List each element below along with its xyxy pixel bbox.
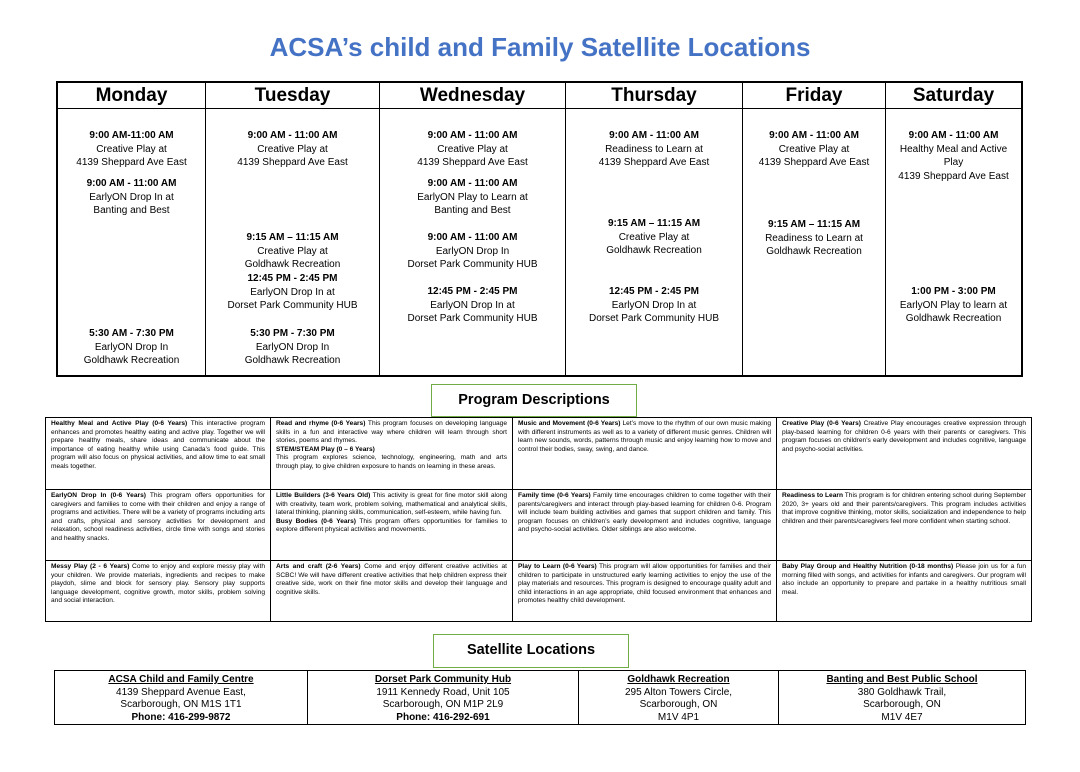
program-description [518,492,771,535]
program-title: Messy Play (2 - 6 Years) [51,563,130,570]
slot-detail: EarlyON Drop In [435,245,510,257]
schedule-slot [380,129,565,170]
slot-detail: Healthy Meal and Active [899,143,1008,155]
program-title: Busy Bodies (0-6 Years) [276,517,356,525]
slot-time: 12:45 PM - 2:45 PM [608,286,700,297]
schedule-slot [58,327,205,368]
day-header-monday: Monday [58,83,205,109]
program-description-cell [513,561,777,621]
program-description-cell [271,561,513,621]
program-description [276,518,507,535]
program-text: Family time encourages children to come together with their parents/caregivers and interact through play-based learning for children 0-6. Program will include team building activities and games that support children and family. This program focuses on children’s early development and includes cognitive, language and psycho-social activities. Older siblings are also welcome. [518,492,771,534]
slot-time: 9:15 AM – 11:15 AM [246,232,339,243]
slot-detail: EarlyON Drop In at [430,299,515,311]
slot-detail: Goldhawk Recreation [766,246,862,257]
day-header-friday: Friday [743,83,885,109]
schedule-slot [380,231,565,272]
program-title: Creative Play (0-6 Years) [782,420,861,427]
slot-detail: 4139 Sheppard Ave East [898,170,1009,182]
slot-time: 9:00 AM - 11:00 AM [427,130,518,141]
location-address-line: Scarborough, ON M1P 2L9 [382,699,504,710]
program-title: Arts and craft (2-6 Years) [276,563,361,570]
schedule-slot [566,285,742,326]
slot-time: 9:00 AM - 11:00 AM [908,130,999,141]
location-name: Goldhawk Recreation [627,674,730,685]
program-description-cell [46,561,271,621]
location-name: Banting and Best Public School [826,674,978,685]
program-title: Healthy Meal and Active Play (0-6 Years) [51,420,188,427]
schedule-slot [380,285,565,326]
slot-detail: Creative Play at [437,143,508,155]
program-title: Read and rhyme (0-6 Years) [276,420,366,427]
program-description-cell [777,490,1031,561]
program-descriptions-heading: Program Descriptions [431,384,637,417]
schedule-slot [206,272,379,313]
schedule-slot [380,177,565,218]
program-description-cell [513,490,777,561]
slot-time: 9:00 AM - 11:00 AM [609,130,699,141]
slot-detail: 4139 Sheppard Ave East [598,157,710,168]
day-header-saturday: Saturday [886,83,1021,109]
slot-detail: Creative Play at [618,231,690,243]
program-description [276,492,507,518]
slot-detail: Goldhawk Recreation [83,355,180,366]
satellite-locations-table [54,670,1026,725]
location-column [579,671,779,724]
program-text: Come to enjoy and explore messy play with your children. We provide materials, ingredients and recipes to make playdoh, slime and block for sensory play. Sensory play supports language development, cognitive growth, motor skills, problem solving and social interaction. [51,563,265,605]
program-description [518,420,771,454]
program-description [782,420,1026,454]
slot-detail: EarlyON Drop In at [89,191,174,203]
program-title: Baby Play Group and Healthy Nutrition (0-18 months) [782,563,954,570]
slot-time: 5:30 AM - 7:30 PM [89,328,174,339]
slot-detail: Creative Play at [257,143,328,155]
slot-detail: 4139 Sheppard Ave East [417,157,528,168]
slot-detail: EarlyON Drop In [255,341,330,353]
slot-time: 9:00 AM-11:00 AM [89,130,174,141]
program-description-cell [46,418,271,490]
program-text: Creative Play encourages creative expression through play-based learning for children 0-6 years with their parents or caregivers. This program focuses on children’s early development and includes cognitive, language and psycho-social activities. [782,420,1026,453]
program-description [782,492,1026,526]
program-description-cell [513,418,777,490]
location-column [55,671,308,724]
slot-detail: Readiness to Learn at [605,143,703,155]
program-text: Let’s move to the rhythm of our own music making with different instruments as well as to a variety of different music genres. Children will learn new sounds, words, patterns through music and enjoy learning how to move and control their bodies, sway, swing, and dance. [518,420,772,453]
program-text: This program focuses on developing language skills in a fun and interactive way where children will learn through short stories, poems and rhymes. [276,420,507,445]
program-text: This program explores science, technology, engineering, math and arts through play, to give children exposure to hands on learning in these areas. [276,454,507,470]
program-text: This interactive program enhances and promotes healthy eating and active play. Together we will prepare healthy meals, share ideas and communicate about the importance of eating healthy while using Canada’s food guide. This program will also focus on physical activities, and allow time to eat small meals together. [51,420,265,470]
slot-detail: 4139 Sheppard Ave East [76,157,187,168]
location-address-line: Scarborough, ON [639,699,718,710]
schedule-slot [206,129,379,170]
schedule-slot [886,129,1021,183]
slot-detail: Banting and Best [434,205,511,216]
program-description-cell [777,561,1031,621]
location-column [308,671,579,724]
satellite-locations-heading: Satellite Locations [433,634,629,668]
program-description [51,420,265,472]
slot-detail: Goldhawk Recreation [905,313,1002,324]
location-phone: Phone: 416-292-691 [396,711,490,723]
program-description [518,563,771,606]
program-title: Family time (0-6 Years) [518,492,591,499]
slot-detail: EarlyON Play to learn at [899,299,1008,311]
slot-time: 9:00 AM - 11:00 AM [427,178,518,189]
slot-detail: 4139 Sheppard Ave East [237,157,348,168]
program-text: Come and enjoy different creative activities at SCBC! We will have different creative activities that help children express their creative side, work on their fine motor skills and develop their language and cognitive skills. [276,563,507,596]
slot-detail: Dorset Park Community HUB [588,313,720,324]
schedule-slot [886,285,1021,326]
slot-detail: Goldhawk Recreation [244,259,341,270]
program-description-cell [271,418,513,490]
slot-detail: Banting and Best [93,205,170,216]
slot-detail: Dorset Park Community HUB [227,300,358,311]
program-description [276,563,507,597]
slot-detail: Goldhawk Recreation [606,245,702,256]
location-name: ACSA Child and Family Centre [108,674,254,685]
location-address-line: 295 Alton Towers Circle, [624,686,733,698]
program-text: This program offers opportunities for caregivers and families to come with their children and enjoy a range of programs and activities. There will be a variety of programs including arts and crafts, physical and sensory activities for development and relaxation, school readiness activities, circle time with songs and stories and healthy snacks. [51,492,266,542]
program-title: Little Builders (3-6 Years Old) [276,492,371,499]
program-title: Music and Movement (0-6 Years) [518,420,621,427]
program-title: EarlyON Drop In (0-6 Years) [51,492,146,499]
program-text: This activity is great for fine motor skill along with creativity, team work, problem solving, mathematical and analytical skills, lateral thinking, planning skills, communication, self-esteem, while having fun. [276,492,507,517]
program-description [276,446,507,472]
program-title: Play to Learn (0-6 Years) [518,563,597,570]
slot-detail: Dorset Park Community HUB [407,313,538,324]
schedule-slot [743,218,885,259]
program-description [782,563,1026,597]
program-description [276,420,507,446]
location-address-line: Scarborough, ON [863,699,941,710]
slot-time: 9:00 AM - 11:00 AM [427,232,518,243]
slot-time: 12:45 PM - 2:45 PM [427,286,518,297]
program-title: STEM/STEAM Play (0 – 6 Years) [276,445,375,453]
day-column-thursday [566,83,743,375]
program-text: Please join us for a fun morning filled with songs, and activities for infants and caregivers. Our program will also include an opportunity to prepare and partake in a healthy nutritious small meal. [782,563,1026,596]
page-title: ACSA’s child and Family Satellite Locations [269,32,811,62]
program-descriptions-table [45,417,1032,622]
location-phone: Phone: 416-299-9872 [131,711,231,723]
slot-detail: Play [943,157,964,168]
slot-time: 9:00 AM - 11:00 AM [769,130,859,141]
slot-time: 1:00 PM - 3:00 PM [911,286,996,297]
location-address-line: 4139 Sheppard Avenue East, [116,686,246,698]
slot-detail: 4139 Sheppard Ave East [758,157,870,168]
location-address-line: M1V 4P1 [657,711,700,723]
schedule-slot [206,327,379,368]
program-title: Readiness to Learn [782,492,843,499]
slot-time: 12:45 PM - 2:45 PM [247,273,338,284]
day-column-saturday [886,83,1021,375]
day-column-friday [743,83,886,375]
slot-detail: Creative Play at [96,143,167,155]
weekly-schedule-table [56,81,1023,377]
location-address-line: 380 Goldhawk Trail, [857,686,947,698]
slot-time: 9:00 AM - 11:00 AM [86,178,177,189]
slot-time: 9:00 AM - 11:00 AM [247,130,338,141]
slot-detail: Readiness to Learn at [765,232,863,244]
schedule-slot [58,129,205,170]
day-header-wednesday: Wednesday [380,83,565,109]
location-address-line: M1V 4E7 [881,711,923,723]
program-text: This program will allow opportunities for families and their children to participate in unstructured early learning activities to enjoy the use of the play materials and resources. This program is designed to encourage quality adult and child interactions in an age appropriate, child focused environment that enhances and promotes healthy child development. [518,563,771,605]
slot-detail: Creative Play at [257,245,328,257]
schedule-slot [206,231,379,272]
location-name: Dorset Park Community Hub [374,674,512,685]
location-column [779,671,1025,724]
slot-detail: Goldhawk Recreation [244,355,341,366]
day-column-wednesday [380,83,566,375]
slot-time: 5:30 PM - 7:30 PM [250,328,335,339]
slot-detail: Creative Play at [778,143,850,155]
schedule-slot [743,129,885,170]
location-address-line: Scarborough, ON M1S 1T1 [120,699,242,710]
slot-time: 9:15 AM – 11:15 AM [767,219,861,230]
slot-detail: EarlyON Drop In [94,341,169,353]
program-description [51,563,265,606]
program-text: This program offers opportunities for families to explore different physical activities and movements. [276,517,508,534]
slot-detail: EarlyON Play to Learn at [417,191,528,203]
slot-detail: EarlyON Drop In at [611,299,697,311]
day-header-thursday: Thursday [566,83,742,109]
slot-time: 9:15 AM – 11:15 AM [607,218,701,229]
schedule-slot [58,177,205,218]
program-description-cell [46,490,271,561]
slot-detail: Dorset Park Community HUB [407,259,538,270]
location-address-line: 1911 Kennedy Road, Unit 105 [376,686,510,698]
slot-detail: EarlyON Drop In at [250,286,335,298]
program-description-cell [777,418,1031,490]
schedule-slot [566,129,742,170]
day-column-monday [58,83,206,375]
program-description [51,492,265,544]
program-description-cell [271,490,513,561]
day-header-tuesday: Tuesday [206,83,379,109]
schedule-slot [566,217,742,258]
program-text: This program is for children entering school during September 2020, 3+ years old and their parents/caregivers. This program includes activities that improve cognitive thinking, motor skills, socialization and independence to help children and their parents/caregivers feel more confident when starting school. [782,492,1026,525]
day-column-tuesday [206,83,380,375]
